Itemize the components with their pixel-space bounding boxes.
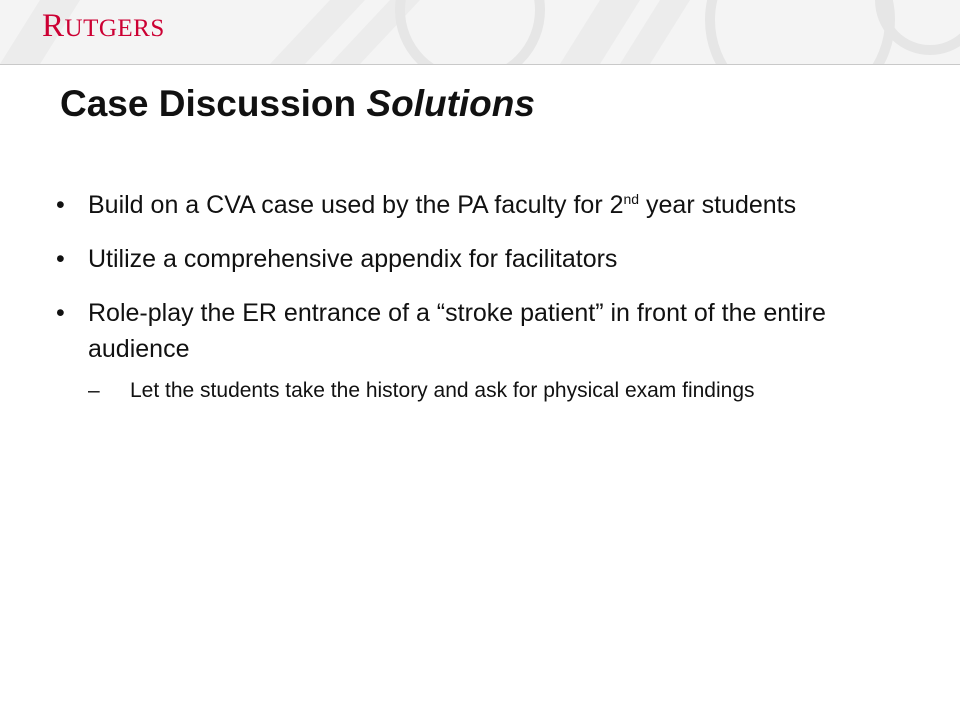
bullet-item (56, 295, 906, 406)
bullet-superscript: nd (623, 191, 640, 207)
sub-bullet-text: Let the students take the history and ask for physical exam findings (130, 379, 755, 402)
bullet-list (56, 187, 906, 424)
bullet-item (56, 241, 906, 277)
bullet-item (56, 187, 906, 223)
sub-bullet-marker: – (88, 379, 100, 402)
logo-rest: UTGERS (64, 15, 165, 42)
slide-title (60, 82, 535, 126)
bullet-marker: • (56, 245, 65, 273)
bullet-marker: • (56, 299, 65, 327)
bullet-text: Utilize a comprehensive appendix for facilitators (88, 245, 618, 273)
title-regular: Case Discussion (60, 83, 357, 124)
sub-bullet-list (88, 375, 906, 406)
header-divider (0, 64, 960, 65)
bullet-text-continued: year students (639, 191, 797, 219)
rutgers-logo (42, 10, 165, 43)
logo-first-letter: R (42, 8, 65, 44)
bullet-marker: • (56, 191, 65, 219)
bullet-text: Build on a CVA case used by the PA faculty for 2 (88, 191, 624, 219)
sub-bullet-item (88, 375, 906, 406)
header-band (0, 0, 960, 64)
bullet-text: Role-play the ER entrance of a “stroke patient” in front of the entire audience (88, 299, 826, 363)
title-italic: Solutions (366, 83, 535, 124)
